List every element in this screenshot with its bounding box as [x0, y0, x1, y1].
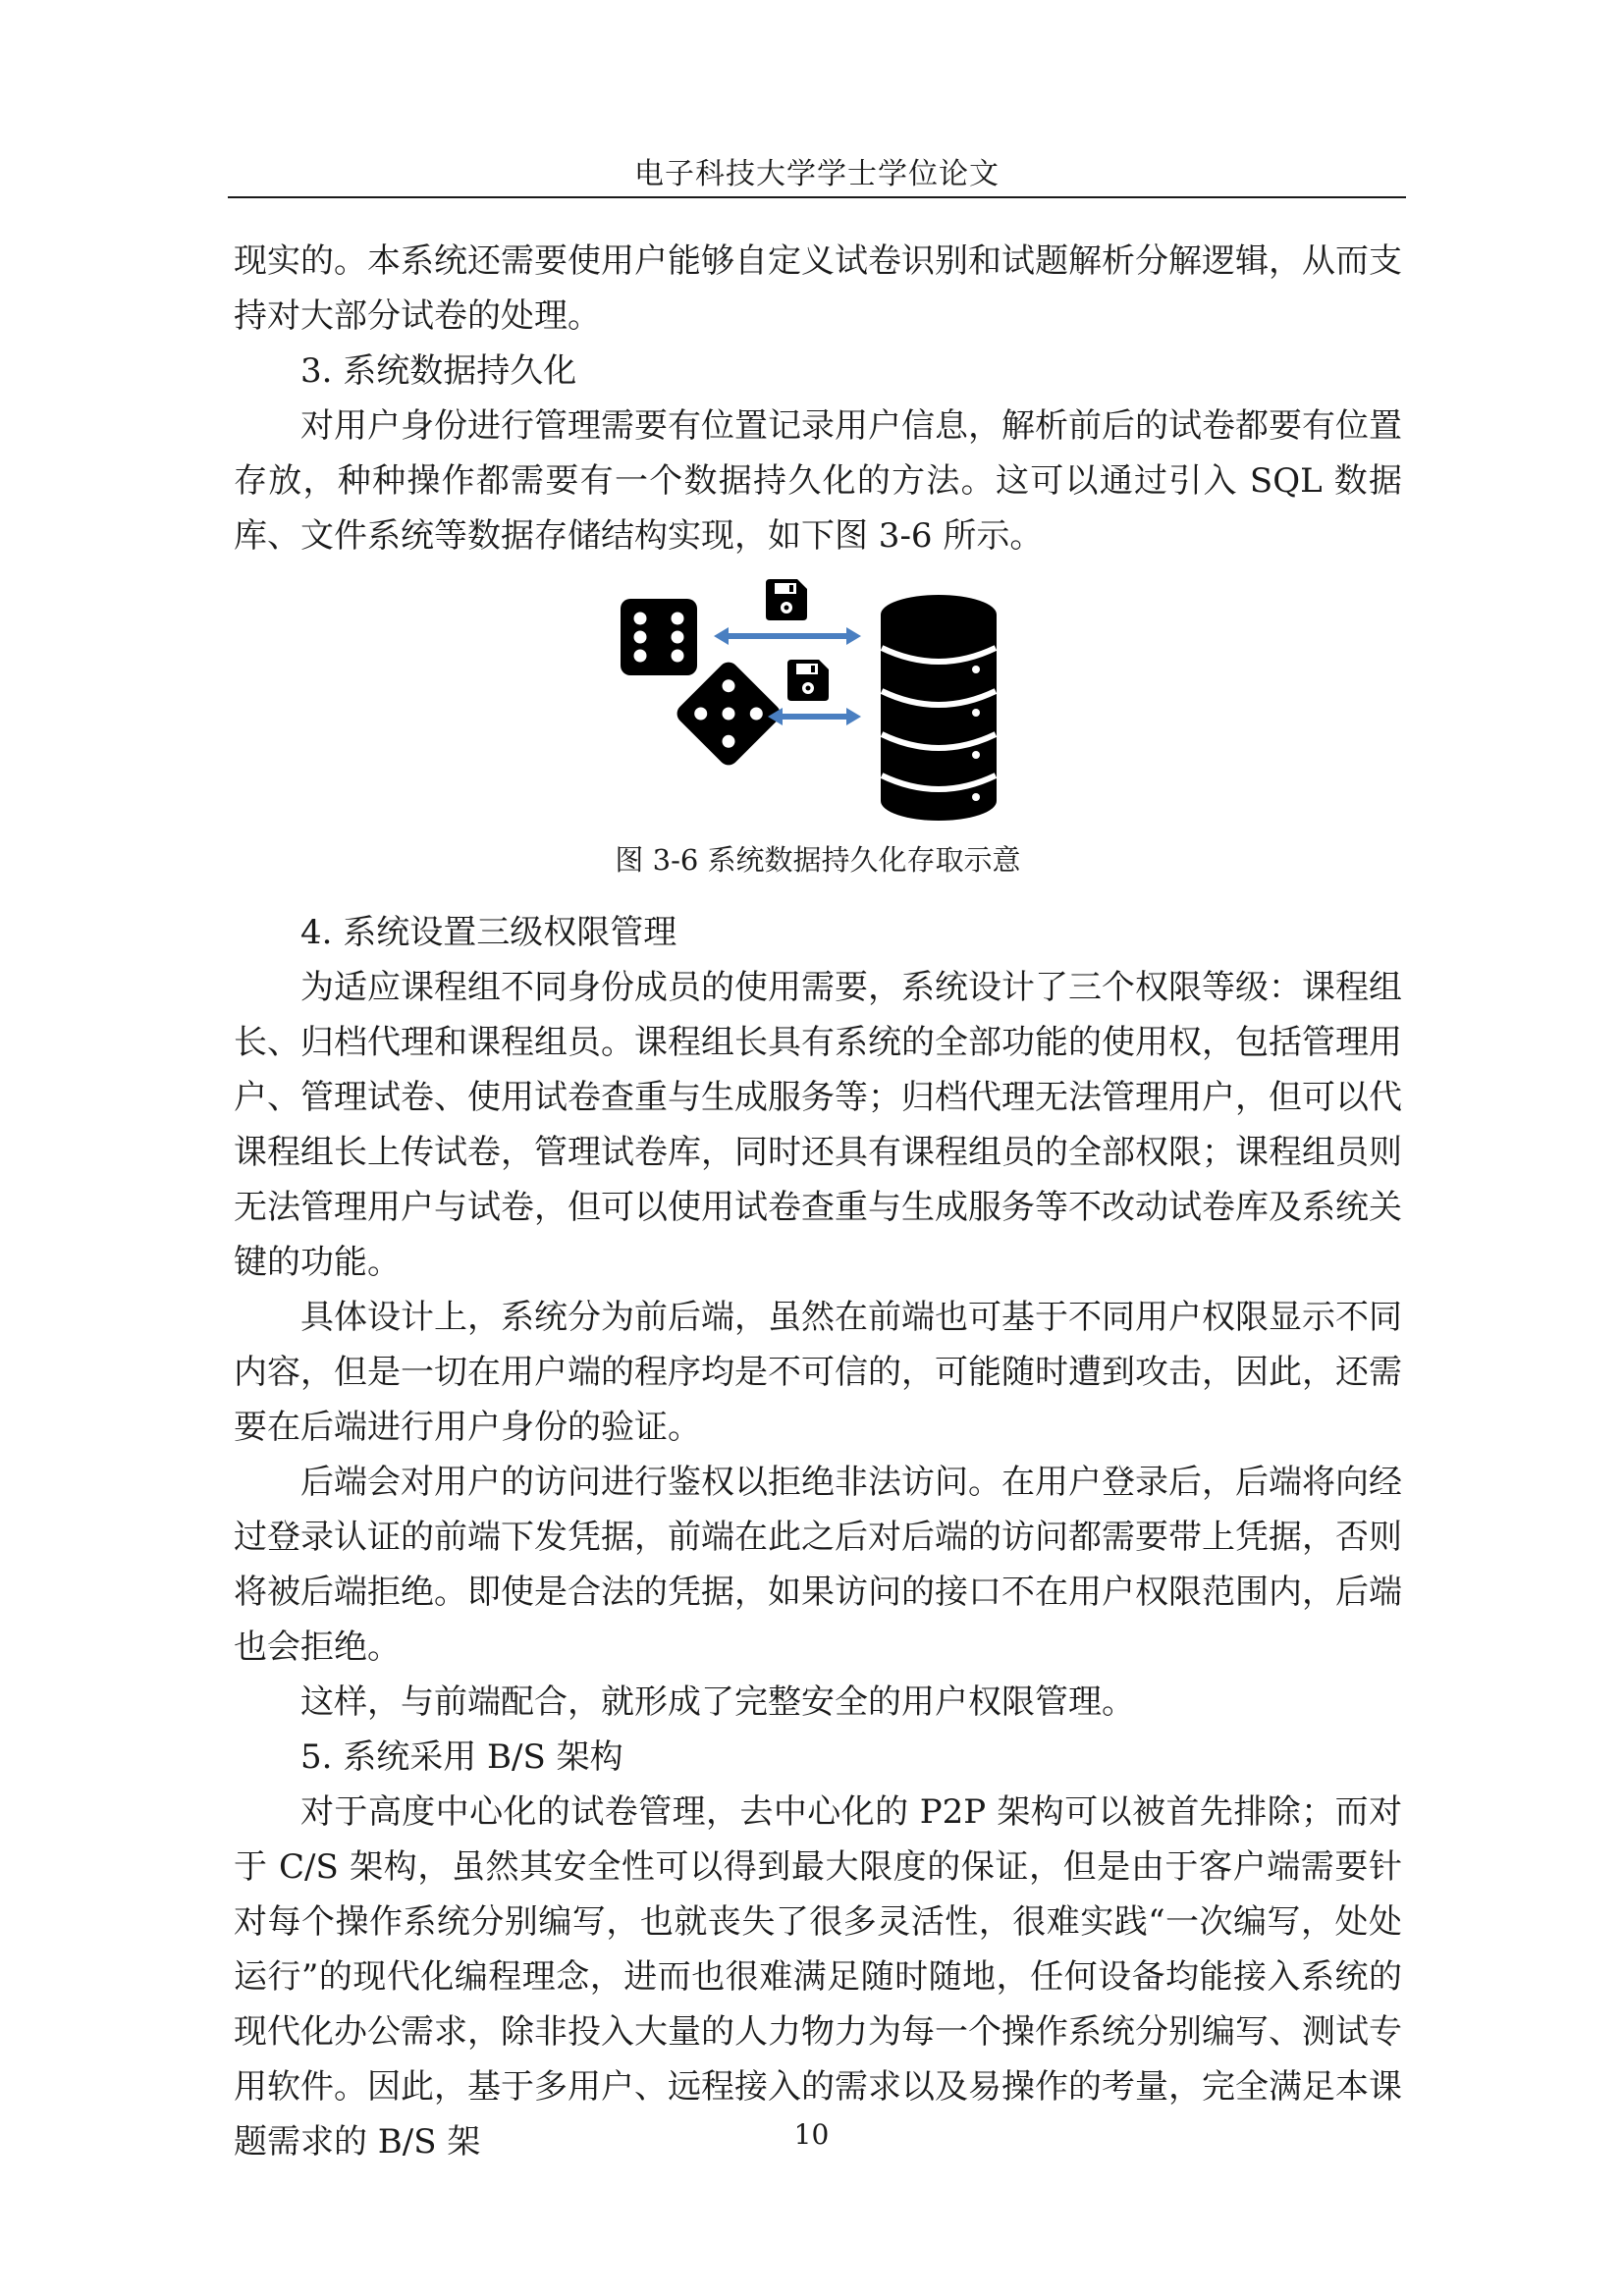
paragraph: 现实的。本系统还需要使用户能够自定义试卷识别和试题解析分解逻辑，从而支持对大部分试卷的处理。: [234, 241, 1402, 336]
section-heading: 5. 系统采用 B/S 架构: [300, 1737, 623, 1777]
paragraph: 具体设计上，系统分为前后端，虽然在前端也可基于不同用户权限显示不同内容，但是一切在用户端的程序均是不可信的，可能随时遭到攻击，因此，还需要在后端进行用户身份的验证。: [234, 1298, 1402, 1447]
paragraph: 这样，与前端配合，就形成了完整安全的用户权限管理。: [300, 1682, 1135, 1722]
header-rule: [228, 196, 1406, 198]
page-number: 10: [793, 2118, 830, 2151]
floppy-disk-icon: [787, 660, 829, 701]
paragraph: 后端会对用户的访问进行鉴权以拒绝非法访问。在用户登录后，后端将向经过登录认证的前端下发凭据，前端在此之后对后端的访问都需要带上凭据，否则将被后端拒绝。即使是合法的凭据，如果访问的接口不在用户权限范围内，后端也会拒绝。: [234, 1463, 1402, 1667]
double-arrow-icon: [714, 627, 861, 645]
figure-3-6: [234, 563, 1402, 840]
section-heading: 4. 系统设置三级权限管理: [300, 913, 677, 952]
database-icon: [881, 595, 997, 821]
running-header: 电子科技大学学士学位论文: [634, 157, 1000, 191]
double-arrow-icon: [768, 708, 861, 725]
section-heading: 3. 系统数据持久化: [300, 351, 577, 391]
dice-four-icon: [621, 599, 697, 675]
paragraph: 为适应课程组不同身份成员的使用需要，系统设计了三个权限等级：课程组长、归档代理和课程组员。课程组长具有系统的全部功能的使用权，包括管理用户、管理试卷、使用试卷查重与生成服务等；归档代理无法管理用户，但可以代课程组长上传试卷，管理试卷库，同时还具有课程组员的全部权限；课程组员则无法管理用户与试卷，但可以使用试卷查重与生成服务等不改动试卷库及系统关键的功能。: [234, 968, 1402, 1282]
paragraph: 对用户身份进行管理需要有位置记录用户信息，解析前后的试卷都要有位置存放，种种操作都需要有一个数据持久化的方法。这可以通过引入 SQL 数据库、文件系统等数据存储结构实现，如下图 3-6 所示。: [234, 406, 1402, 556]
figure-caption: 图 3-6 系统数据持久化存取示意: [615, 843, 1021, 877]
floppy-disk-icon: [766, 579, 807, 620]
paragraph: 对于高度中心化的试卷管理，去中心化的 P2P 架构可以被首先排除；而对于 C/S 架构，虽然其安全性可以得到最大限度的保证，但是由于客户端需要针对每个操作系统分别编写，也就丧失了很多灵活性，很难实践“一次编写，处处运行”的现代化编程理念，进而也很难满足随时随地，任何设备均能接入系统的现代化办公需求，除非投入大量的人力物力为每一个操作系统分别编写、测试专用软件。因此，基于多用户、远程接入的需求以及易操作的考量，完全满足本课题需求的 B/S 架: [234, 1792, 1402, 2162]
figure-graphic: [611, 571, 1003, 832]
body-text: [234, 234, 1402, 2169]
